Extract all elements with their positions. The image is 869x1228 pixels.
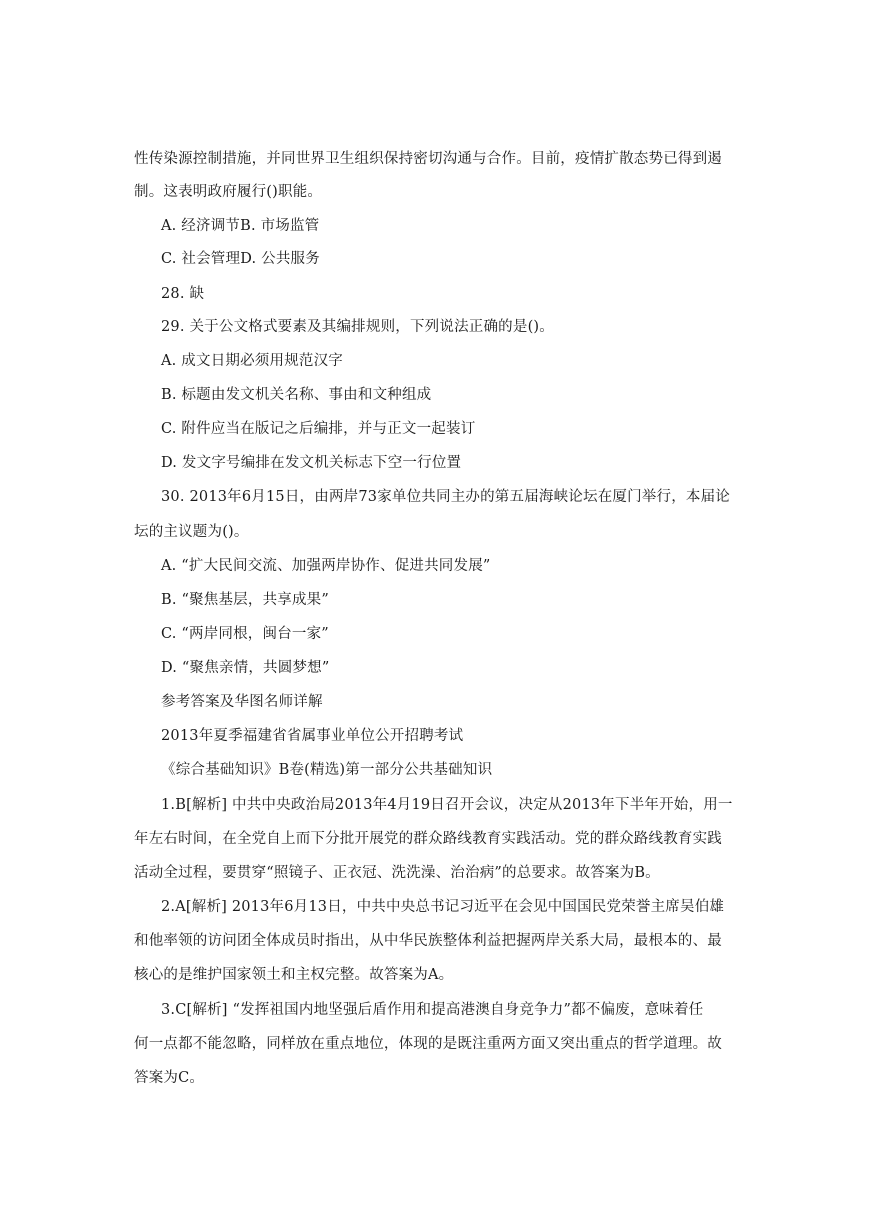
- answer-3-line-2: 何一点都不能忽略，同样放在重点地位，体现的是既注重两方面又突出重点的哲学道理。故: [134, 1036, 722, 1052]
- question-27-options-cd: C. 社会管理D. 公共服务: [161, 251, 320, 267]
- question-30-option-c: C. “两岸同根，闽台一家”: [161, 626, 329, 642]
- question-30-option-d: D. “聚焦亲情，共圆梦想”: [161, 660, 330, 676]
- question-28: 28. 缺: [161, 286, 205, 302]
- question-27-text-line-2: 制。这表明政府履行()职能。: [134, 184, 323, 200]
- question-29-stem: 29. 关于公文格式要素及其编排规则，下列说法正确的是()。: [161, 319, 554, 335]
- question-29-option-b: B. 标题由发文机关名称、事由和文种组成: [161, 387, 432, 403]
- answer-3-line-1: 3.C[解析] “发挥祖国内地坚强后盾作用和提高港澳自身竞争力”都不偏废，意味着任: [161, 1002, 704, 1018]
- answer-1-line-3: 活动全过程，要贯穿“照镜子、正衣冠、洗洗澡、治治病”的总要求。故答案为B。: [134, 865, 660, 881]
- question-27-text-line-1: 性传染源控制措施，并同世界卫生组织保持密切沟通与合作。目前，疫情扩散态势已得到遏: [134, 151, 722, 167]
- answer-1-line-1: 1.B[解析] 中共中央政治局2013年4月19日召开会议，决定从2013年下半年开始，用一: [161, 797, 733, 813]
- question-27-options-ab: A. 经济调节B. 市场监管: [161, 218, 320, 234]
- answer-2-line-1: 2.A[解析] 2013年6月13日，中共中央总书记习近平在会见中国国民党荣誉主席吴伯雄: [161, 899, 725, 915]
- answers-heading: 参考答案及华图名师详解: [161, 694, 323, 710]
- question-29-option-d: D. 发文字号编排在发文机关标志下空一行位置: [161, 455, 462, 471]
- question-30-option-a: A. “扩大民间交流、加强两岸协作、促进共同发展”: [161, 558, 491, 574]
- question-30-option-b: B. “聚焦基层，共享成果”: [161, 592, 329, 608]
- question-30-stem-line-1: 30. 2013年6月15日，由两岸73家单位共同主办的第五届海峡论坛在厦门举行，本届论: [161, 489, 730, 505]
- exam-title: 2013年夏季福建省省属事业单位公开招聘考试: [161, 728, 464, 744]
- question-29-option-a: A. 成文日期必须用规范汉字: [161, 353, 343, 369]
- question-29-option-c: C. 附件应当在版记之后编排，并与正文一起装订: [161, 421, 476, 437]
- answer-2-line-2: 和他率领的访问团全体成员时指出，从中华民族整体利益把握两岸关系大局，最根本的、最: [134, 933, 722, 949]
- exam-subtitle: 《综合基础知识》B卷(精选)第一部分公共基础知识: [161, 762, 493, 778]
- answer-1-line-2: 年左右时间，在全党自上而下分批开展党的群众路线教育实践活动。党的群众路线教育实践: [134, 831, 722, 847]
- answer-2-line-3: 核心的是维护国家领土和主权完整。故答案为A。: [134, 967, 454, 983]
- answer-3-line-3: 答案为C。: [134, 1070, 205, 1086]
- question-30-stem-line-2: 坛的主议题为()。: [134, 524, 249, 540]
